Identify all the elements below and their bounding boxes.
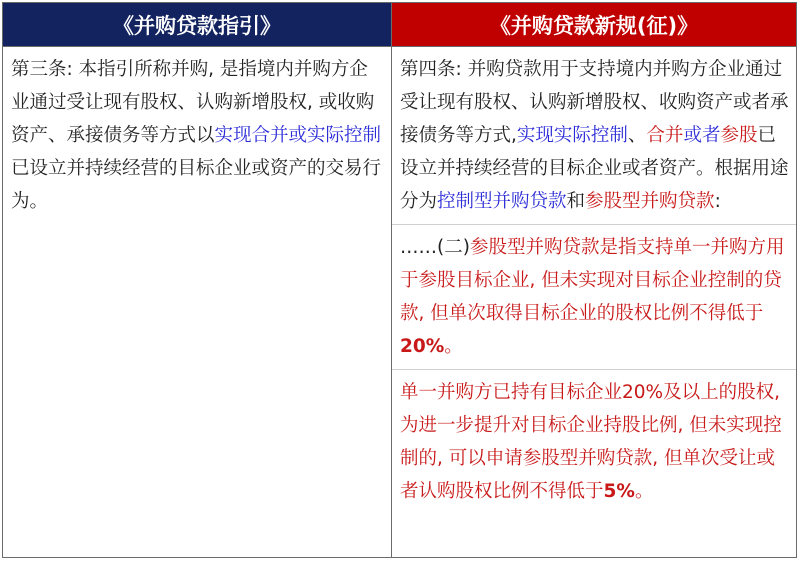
clause-2-prefix: ……(二) [400,237,470,258]
article-4-and: 和 [566,191,586,212]
left-article-cell [3,47,392,557]
right-article-cell [392,47,796,557]
right-column-title: 《并购贷款新规(征)》 [489,13,699,38]
article-4-stake-loan: 参股型并购贷款 [585,191,715,212]
article-4-highlight-merge: 合并 [646,125,684,146]
article-4-paragraph [400,53,792,218]
article-4-highlight-control: 实现实际控制 [516,125,628,146]
article-4-highlight-or: 或者 [683,125,721,146]
clause-3-text: 单一并购方已持有目标企业20%及以上的股权, 为进一步提升对目标企业持股比例, 但未实现控制的, 可以申请参股型并购贷款, 但单次受让或者认购股权比例不得低于 [400,382,782,502]
article-4-text: 第四条: 并购贷款用于支持境内并购方企业通过受让现有股权、认购新增股权、收购资产或者承接债务等方式, [400,59,789,146]
left-column-title: 《并购贷款指引》 [113,13,281,38]
clause-2-min-ratio: 20% [400,336,445,357]
article-4-separator: 、 [627,125,647,146]
paragraph-divider [392,224,796,225]
left-column-header [3,3,392,47]
article-4-colon: : [714,191,721,212]
article-3-text: 第三条: 本指引所称并购, 是指境内并购方企业通过受让现有股权、认购新增股权, 或收购资产、承接债务等方式以 [11,59,375,146]
article-4-control-loan: 控制型并购贷款 [437,191,567,212]
article-4-highlight-stake: 参股 [720,125,758,146]
clause-3-min-ratio: 5% [603,481,635,502]
right-column-header [392,3,796,47]
article-3-text-end: 已设立并持续经营的目标企业或资产的交易行为。 [11,158,382,212]
article-4-text-mid: 已设立并持续经营的目标企业或者资产。根据用途分为 [400,125,789,212]
article-3-paragraph [11,53,385,218]
clause-3-end: 。 [634,481,654,502]
paragraph-divider-2 [392,369,796,370]
clause-2-paragraph [400,231,792,363]
clause-2-text: 参股型并购贷款是指支持单一并购方用于参股目标企业, 但未实现对目标企业控制的贷款, 但单次取得目标企业的股权比例不得低于 [400,237,785,324]
clause-2-end: 。 [444,336,463,357]
article-3-highlight: 实现合并或实际控制 [214,125,382,146]
comparison-table [2,2,797,558]
clause-3-paragraph [400,376,792,508]
